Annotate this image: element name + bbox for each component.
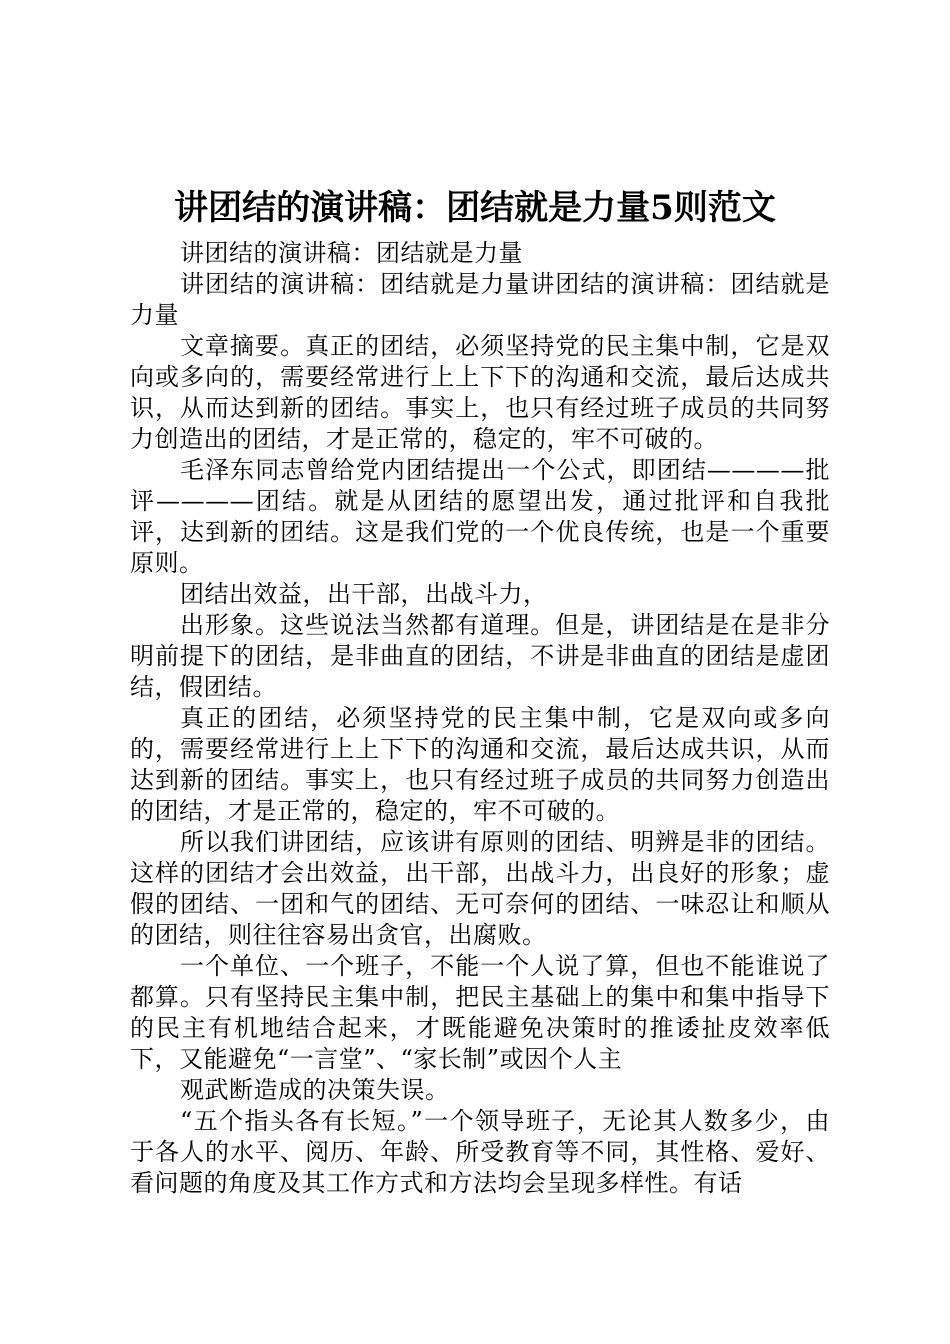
paragraph: 真正的团结，必须坚持党的民主集中制，它是双向或多向的，需要经常进行上上下下的沟通和交流，最后达成共识，从而达到新的团结。事实上，也只有经过班子成员的共同努力创造出的团结，才是正常的，稳定的，牢不可破的。: [130, 704, 830, 825]
document-title: 讲团结的演讲稿：团结就是力量5则范文: [174, 188, 776, 228]
paragraph: 出形象。这些说法当然都有道理。但是，讲团结是在是非分明前提下的团结，是非曲直的团结，不讲是非曲直的团结是虚团结，假团结。: [130, 611, 830, 701]
paragraph: 讲团结的演讲稿：团结就是力量: [180, 239, 523, 267]
paragraph: 观武断造成的决策失误。: [180, 1076, 450, 1104]
paragraph: 所以我们讲团结，应该讲有原则的团结、明辨是非的团结。这样的团结才会出效益，出干部，出战斗力，出良好的形象；虚假的团结、一团和气的团结、无可奈何的团结、一味忍让和顺从的团结，则往往容易出贪官，出腐败。: [130, 828, 830, 949]
paragraph: 毛泽东同志曾给党内团结提出一个公式，即团结————批评————团结。就是从团结的愿望出发，通过批评和自我批评，达到新的团结。这是我们党的一个优良传统，也是一个重要原则。: [130, 456, 830, 577]
paragraph: 文章摘要。真正的团结，必须坚持党的民主集中制，它是双向或多向的，需要经常进行上上下下的沟通和交流，最后达成共识，从而达到新的团结。事实上，也只有经过班子成员的共同努力创造出的团结，才是正常的，稳定的，牢不可破的。: [130, 332, 830, 453]
paragraph: 讲团结的演讲稿：团结就是力量讲团结的演讲稿：团结就是力量: [130, 270, 830, 329]
paragraph: 一个单位、一个班子，不能一个人说了算，但也不能谁说了都算。只有坚持民主集中制，把民主基础上的集中和集中指导下的民主有机地结合起来，才既能避免决策时的推诿扯皮效率低下，又能避免“一言堂”、“家长制”或因个人主: [130, 952, 830, 1073]
paragraph: “五个指头各有长短。”一个领导班子，无论其人数多少，由于各人的水平、阅历、年龄、所受教育等不同，其性格、爱好、看问题的角度及其工作方式和方法均会呈现多样性。有话: [130, 1107, 830, 1197]
document-body: [130, 238, 830, 1199]
paragraph: 团结出效益，出干部，出战斗力，: [180, 580, 548, 608]
